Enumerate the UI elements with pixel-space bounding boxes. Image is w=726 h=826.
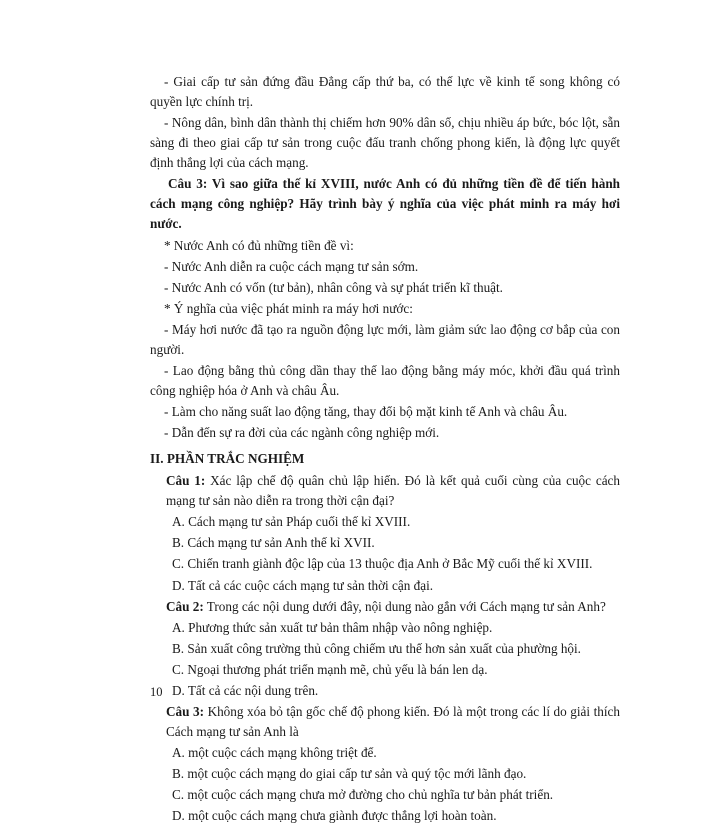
paragraph-bourgeoisie: - Giai cấp tư sản đứng đầu Đẳng cấp thứ ba, có thế lực về kinh tế song không có quyền lực chính trị. [150, 74, 620, 110]
question-1-label: Câu 1: [166, 473, 206, 489]
question-1-option-a[interactable]: A. Cách mạng tư sản Pháp cuối thế kỉ XVIII. [172, 514, 411, 530]
question-3-essay [150, 174, 620, 234]
question-2-option-a[interactable]: A. Phương thức sản xuất tư bản thâm nhập vào nông nghiệp. [172, 619, 493, 635]
question-1-option-b[interactable]: B. Cách mạng tư sản Anh thế kỉ XVII. [172, 535, 375, 551]
page-content [150, 72, 620, 826]
question-2-option-c[interactable]: C. Ngoại thương phát triển mạnh mẽ, chủ yếu là bán len dạ. [172, 661, 488, 677]
question-3-text: Không xóa bỏ tận gốc chế độ phong kiến. Đó là một trong các lí do giải thích Cách mạng tư sản Anh là [166, 703, 620, 739]
question-3-option-a[interactable]: A. một cuộc cách mạng không triệt để. [172, 745, 377, 760]
question-2-text: Trong các nội dung dưới đây, nội dung nào gắn với Cách mạng tư sản Anh? [206, 598, 606, 614]
answer-line-new-industries: - Dẫn đến sự ra đời của các ngành công nghiệp mới. [164, 425, 440, 441]
question-block-1 [150, 471, 620, 595]
section-heading-multiple-choice: II. PHẦN TRẮC NGHIỆM [150, 451, 305, 467]
question-2-label: Câu 2: [166, 598, 204, 614]
question-3 [150, 702, 620, 742]
question-1-option-d[interactable]: D. Tất cả các cuộc cách mạng tư sản thời cận đại. [172, 577, 434, 593]
answer-line-productivity: - Làm cho năng suất lao động tăng, thay đổi bộ mặt kinh tế Anh và châu Âu. [164, 404, 568, 419]
question-2-option-d[interactable]: D. Tất cả các nội dung trên. [172, 682, 319, 698]
page-number: 10 [150, 685, 163, 699]
paragraph-peasants: - Nông dân, bình dân thành thị chiếm hơn 90% dân số, chịu nhiều áp bức, bóc lột, sẵn sàng đi theo giai cấp tư sản trong cuộc đấu tranh chống phong kiến, là động lực quyết định thắng lợi của cách mạng. [150, 115, 620, 171]
question-3-option-b[interactable]: B. một cuộc cách mạng do giai cấp tư sản và quý tộc mới lãnh đạo. [172, 766, 527, 782]
question-3-essay-label: Câu 3: [168, 176, 208, 192]
answer-line-machines-replace-labour: - Lao động bằng thủ công dần thay thế lao động bằng máy móc, khởi đầu quá trình công nghiệp hóa ở Anh và châu Âu. [150, 362, 620, 398]
answer-line-meaning-heading: * Ý nghĩa của việc phát minh ra máy hơi nước: [164, 300, 413, 316]
question-3-essay-text: Vì sao giữa thế kỉ XVIII, nước Anh có đủ những tiền đề để tiến hành cách mạng công nghiệp? Hãy trình bày ý nghĩa của việc phát minh ra máy hơi nước. [150, 176, 621, 232]
question-block-2 [150, 597, 620, 701]
question-2 [150, 597, 620, 617]
answer-line-early-revolution: - Nước Anh diễn ra cuộc cách mạng tư sản sớm. [164, 258, 419, 274]
answer-line-premises-heading: * Nước Anh có đủ những tiền đề vì: [164, 237, 354, 253]
answer-line-capital-labour: - Nước Anh có vốn (tư bản), nhân công và sự phát triển kĩ thuật. [164, 279, 503, 295]
question-3-label: Câu 3: [166, 703, 204, 719]
question-block-3 [150, 702, 620, 826]
question-3-option-d[interactable]: D. một cuộc cách mạng chưa giành được thắng lợi hoàn toàn. [172, 808, 497, 824]
question-1 [150, 471, 620, 511]
question-3-option-c[interactable]: C. một cuộc cách mạng chưa mở đường cho chủ nghĩa tư bản phát triển. [172, 787, 554, 803]
question-1-text: Xác lập chế độ quân chủ lập hiến. Đó là kết quả cuối cùng của cuộc cách mạng tư sản nào diễn ra trong thời cận đại? [166, 473, 620, 509]
question-1-option-c[interactable]: C. Chiến tranh giành độc lập của 13 thuộc địa Anh ở Bắc Mỹ cuối thế kỉ XVIII. [172, 556, 593, 572]
answer-line-new-power-source: - Máy hơi nước đã tạo ra nguồn động lực mới, làm giảm sức lao động cơ bắp của con người. [150, 321, 620, 357]
question-2-option-b[interactable]: B. Sản xuất công trường thủ công chiếm ưu thế hơn sản xuất của phường hội. [172, 640, 581, 656]
